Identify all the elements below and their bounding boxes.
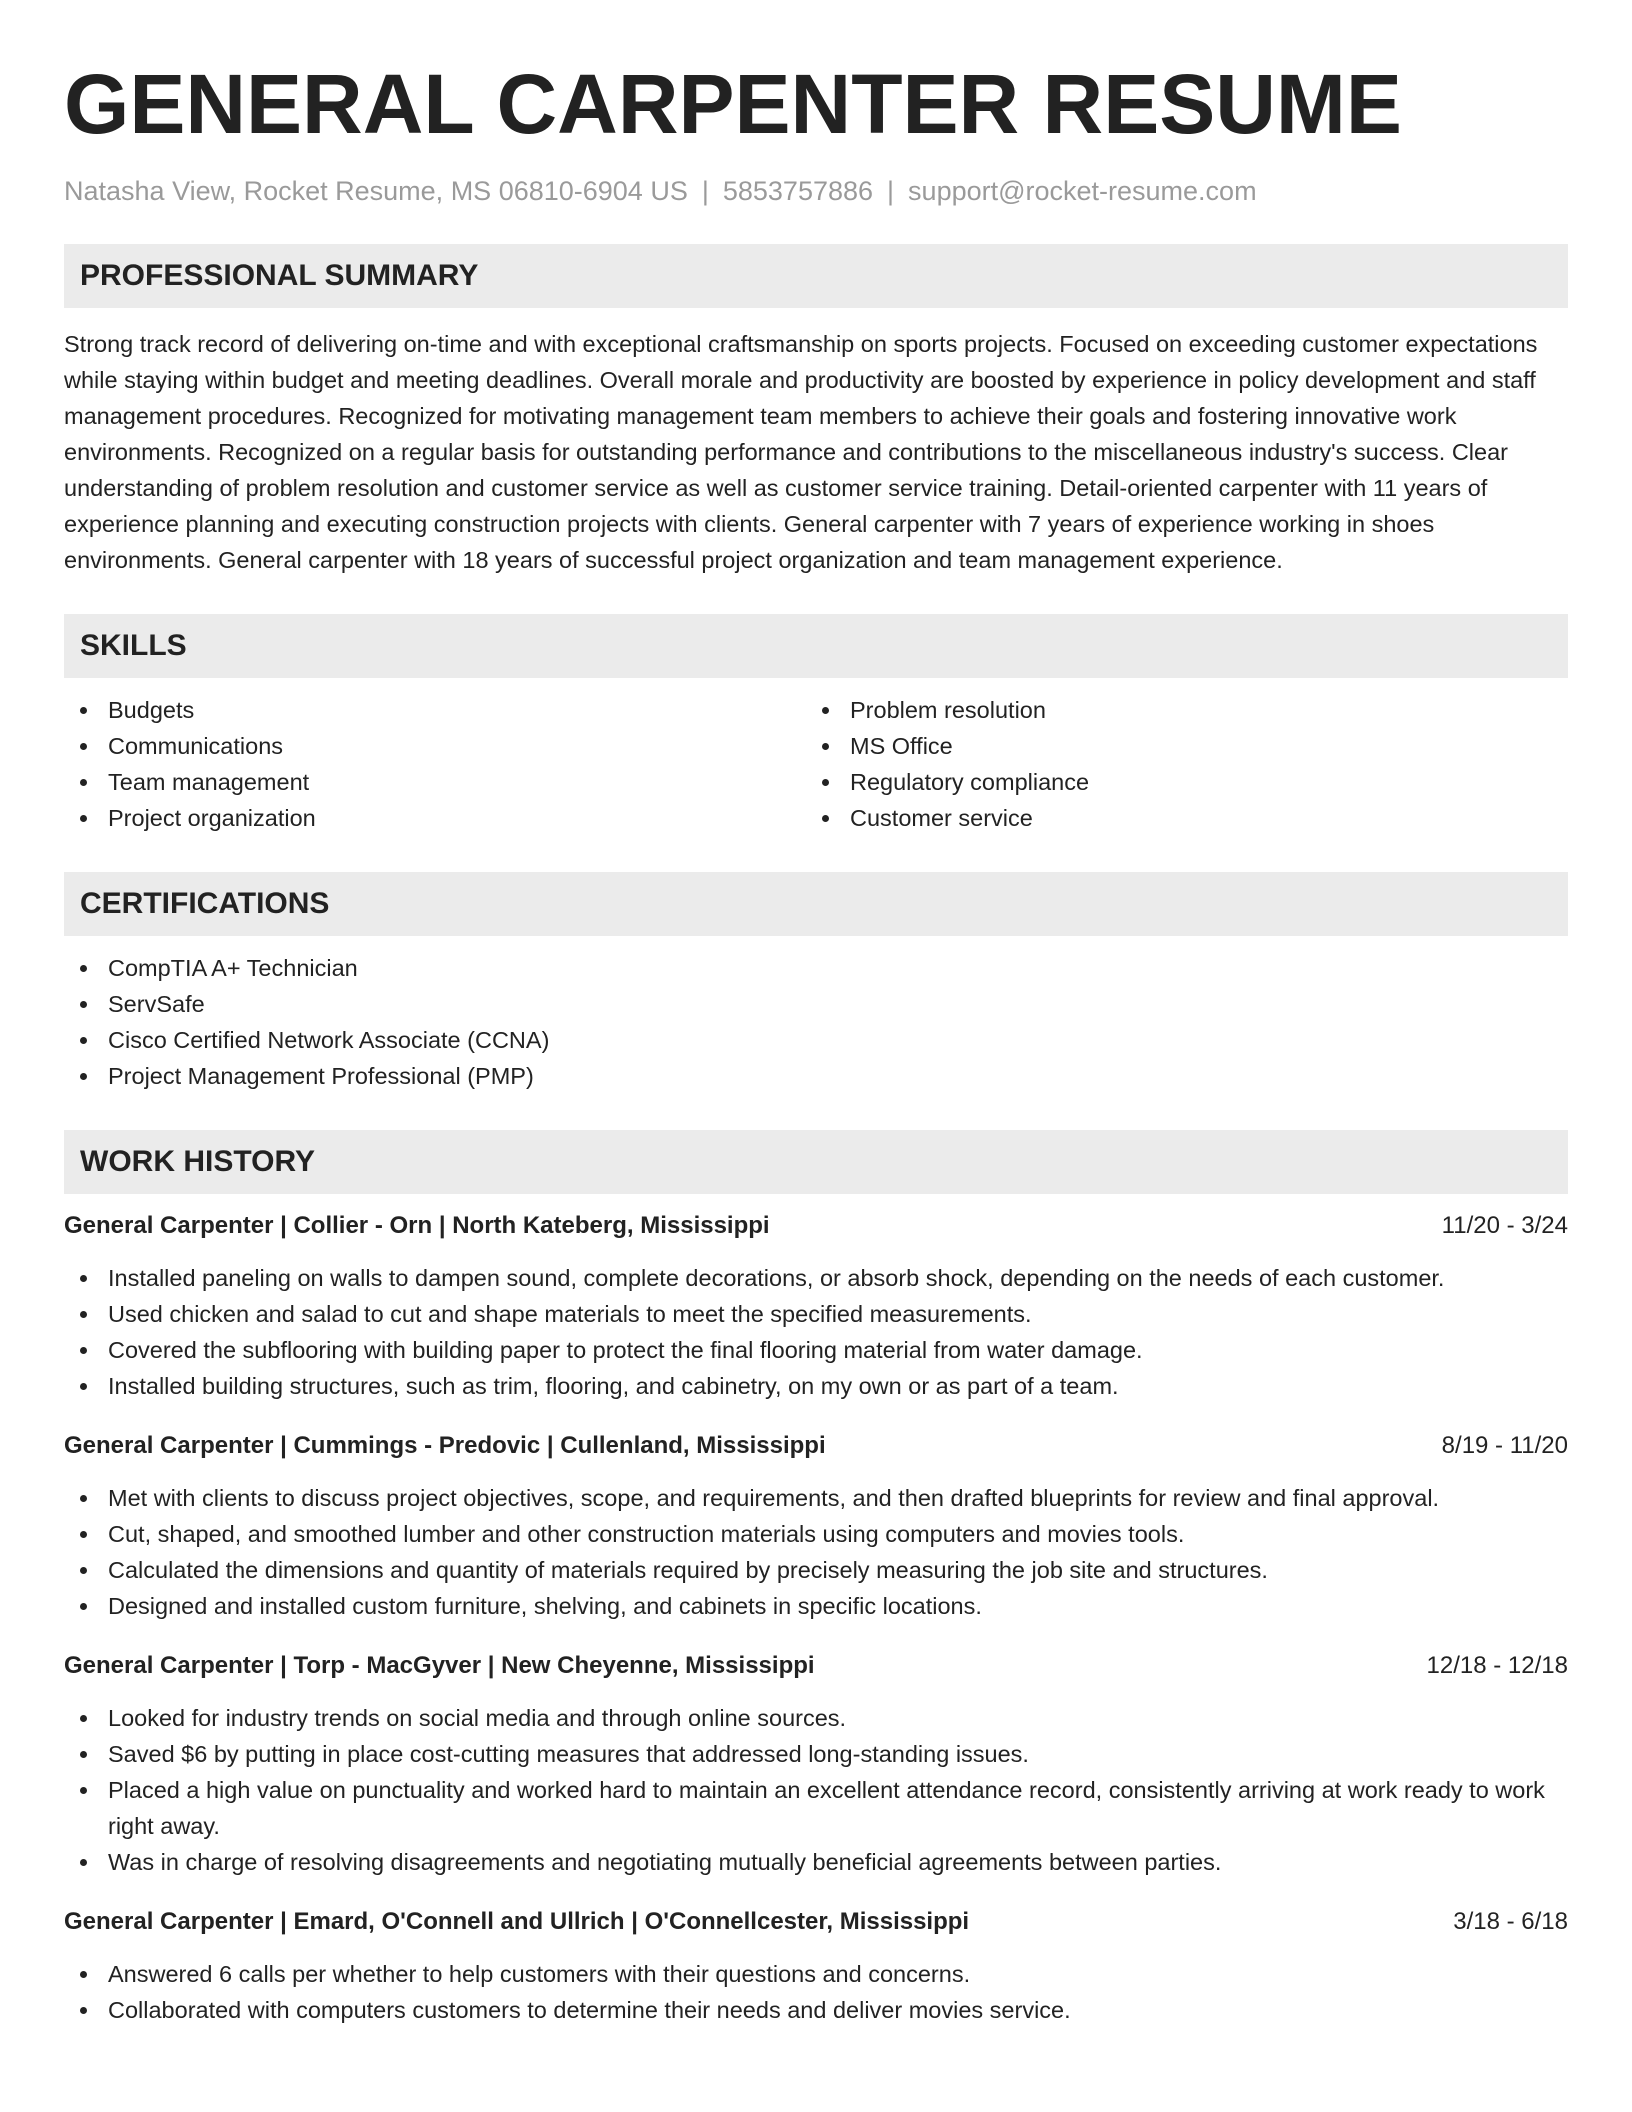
work-history-heading: WORK HISTORY (64, 1130, 1568, 1194)
job-bullets (64, 1480, 1568, 1624)
job-bullet: Placed a high value on punctuality and worked hard to maintain an excellent attendance record, consistently arriving at work ready to work right away. (64, 1772, 1568, 1844)
job-title: General Carpenter | Cummings - Predovic | Cullenland, Mississippi (64, 1432, 826, 1459)
resume-title: GENERAL CARPENTER RESUME (64, 57, 1402, 151)
skill-item: Team management (64, 764, 806, 800)
resume-page (64, 56, 1568, 2028)
job-bullet: Installed building structures, such as trim, flooring, and cabinetry, on my own or as part of a team. (64, 1368, 1568, 1404)
skill-item: Customer service (806, 800, 1548, 836)
job-bullet: Looked for industry trends on social media and through online sources. (64, 1700, 1568, 1736)
certification-item: CompTIA A+ Technician (64, 950, 1568, 986)
job-bullet: Answered 6 calls per whether to help customers with their questions and concerns. (64, 1956, 1568, 1992)
job-bullet: Installed paneling on walls to dampen sound, complete decorations, or absorb shock, depending on the needs of each customer. (64, 1260, 1568, 1296)
job-dates: 3/18 - 6/18 (1453, 1908, 1568, 1935)
contact-line (64, 174, 1568, 208)
job-entry (64, 1904, 1568, 2028)
skills-list-left (64, 692, 806, 836)
skill-item: Budgets (64, 692, 806, 728)
skills-heading: SKILLS (64, 614, 1568, 678)
certifications-list (64, 950, 1568, 1094)
job-bullet: Met with clients to discuss project objectives, scope, and requirements, and then drafted blueprints for review and final approval. (64, 1480, 1568, 1516)
job-bullet: Cut, shaped, and smoothed lumber and other construction materials using computers and movies tools. (64, 1516, 1568, 1552)
job-bullet: Calculated the dimensions and quantity of materials required by precisely measuring the job site and structures. (64, 1552, 1568, 1588)
job-bullet: Used chicken and salad to cut and shape materials to meet the specified measurements. (64, 1296, 1568, 1332)
job-bullets (64, 1956, 1568, 2028)
certification-item: ServSafe (64, 986, 1568, 1022)
skills-list-right (806, 692, 1548, 836)
work-history-section (64, 1130, 1568, 2028)
skill-item: Project organization (64, 800, 806, 836)
job-bullets (64, 1700, 1568, 1880)
job-bullet: Saved $6 by putting in place cost-cutting measures that addressed long-standing issues. (64, 1736, 1568, 1772)
certification-item: Project Management Professional (PMP) (64, 1058, 1568, 1094)
job-title: General Carpenter | Emard, O'Connell and Ullrich | O'Connellcester, Mississippi (64, 1908, 970, 1935)
skills-section (64, 614, 1568, 836)
job-entry (64, 1208, 1568, 1404)
summary-heading: PROFESSIONAL SUMMARY (64, 244, 1568, 308)
contact-separator: | (887, 176, 895, 206)
skill-item: MS Office (806, 728, 1548, 764)
certifications-heading: CERTIFICATIONS (64, 872, 1568, 936)
skill-item: Problem resolution (806, 692, 1548, 728)
job-header (64, 1648, 1568, 1684)
job-dates: 8/19 - 11/20 (1441, 1432, 1568, 1459)
job-header (64, 1428, 1568, 1464)
job-entry (64, 1648, 1568, 1880)
job-bullet: Was in charge of resolving disagreements and negotiating mutually beneficial agreements between parties. (64, 1844, 1568, 1880)
job-dates: 12/18 - 12/18 (1426, 1652, 1568, 1679)
contact-email: support@rocket-resume.com (908, 176, 1257, 206)
job-dates: 11/20 - 3/24 (1441, 1212, 1568, 1239)
job-header (64, 1208, 1568, 1244)
skill-item: Communications (64, 728, 806, 764)
job-bullets (64, 1260, 1568, 1404)
certifications-section (64, 872, 1568, 1094)
job-bullet: Covered the subflooring with building paper to protect the final flooring material from water damage. (64, 1332, 1568, 1368)
job-entry (64, 1428, 1568, 1624)
contact-address: Natasha View, Rocket Resume, MS 06810-6904 US (64, 176, 688, 206)
job-bullet: Designed and installed custom furniture, shelving, and cabinets in specific locations. (64, 1588, 1568, 1624)
skill-item: Regulatory compliance (806, 764, 1548, 800)
summary-text: Strong track record of delivering on-time and with exceptional craftsmanship on sports projects. Focused on exceeding customer expectations while staying within budget and meeting deadlines. Overall morale and productivity are boosted by experience in policy development and staff management procedures. Recognized for motivating management team members to achieve their goals and fostering innovative work environments. Recognized on a regular basis for outstanding performance and contributions to the miscellaneous industry's success. Clear understanding of problem resolution and customer service as well as customer service training. Detail-oriented carpenter with 11 years of experience planning and executing construction projects with clients. General carpenter with 7 years of experience working in shoes environments. General carpenter with 18 years of successful project organization and team management experience. (64, 331, 1538, 573)
contact-phone: 5853757886 (722, 176, 874, 206)
certification-item: Cisco Certified Network Associate (CCNA) (64, 1022, 1568, 1058)
job-bullet: Collaborated with computers customers to determine their needs and deliver movies service. (64, 1992, 1568, 2028)
summary-section (64, 244, 1568, 578)
job-title: General Carpenter | Torp - MacGyver | New Cheyenne, Mississippi (64, 1652, 815, 1679)
contact-separator: | (701, 176, 709, 206)
job-header (64, 1904, 1568, 1940)
skills-columns (64, 692, 1568, 836)
job-title: General Carpenter | Collier - Orn | North Kateberg, Mississippi (64, 1212, 770, 1239)
